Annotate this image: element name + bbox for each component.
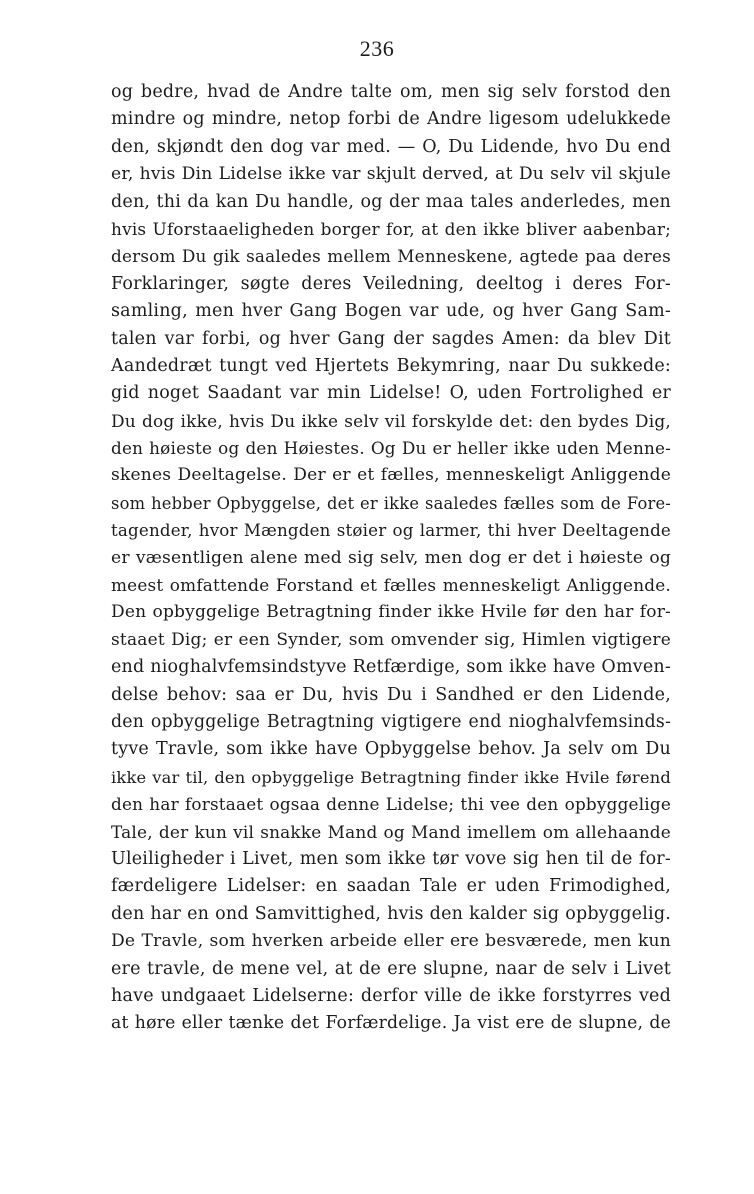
text-line: samling, men hver Gang Bogen var ude, og hver Gang Sam- (111, 301, 671, 322)
text-line: som hebber Opbyggelse, det er ikke saaledes fælles som de Fore- (111, 493, 671, 513)
text-line: gid noget Saadant var min Lidelse! O, uden Fortrolighed er (111, 383, 671, 404)
text-line: ere travle, de mene vel, at de ere slupne, naar de selv i Livet (111, 958, 671, 979)
text-line: meest omfattende Forstand et fælles menneskeligt Anliggende. (111, 575, 671, 596)
text-line: den høieste og den Høiestes. Og Du er heller ikke uden Menne- (111, 438, 671, 459)
text-line: hvis Uforstaaeligheden borger for, at den ikke bliver aabenbar; (111, 218, 671, 239)
text-line: tagender, hvor Mængden støier og larmer, thi hver Deeltagende (111, 521, 671, 541)
text-line: og bedre, hvad de Andre talte om, men sig selv forstod den (111, 82, 671, 102)
text-line: skenes Deeltagelse. Der er et fælles, menneskeligt Anliggende (111, 465, 671, 486)
text-line: De Travle, som hverken arbeide eller ere besværede, men kun (111, 931, 671, 952)
text-line: Tale, der kun vil snakke Mand og Mand imellem om allehaande (111, 821, 671, 842)
text-line: færdeligere Lidelser: en saadan Tale er uden Frimodighed, (111, 876, 671, 897)
text-line: er, hvis Din Lidelse ikke var skjult derved, at Du selv vil skjule (111, 164, 671, 185)
text-line: den, skjøndt den dog var med. — O, Du Lidende, hvo Du end (111, 136, 671, 157)
text-line: delse behov: saa er Du, hvis Du i Sandhed er den Lidende, (111, 684, 671, 705)
body-text (111, 79, 671, 1038)
text-line: Du dog ikke, hvis Du ikke selv vil forskylde det: den bydes Dig, (111, 410, 671, 431)
text-line: Uleiligheder i Livet, men som ikke tør vove sig hen til de for- (111, 848, 671, 869)
text-line: ikke var til, den opbyggelige Betragtning finder ikke Hvile førend (111, 767, 671, 787)
text-line: talen var forbi, og hver Gang der sagdes Amen: da blev Dit (111, 328, 671, 349)
text-line: have undgaaet Lidelserne: derfor ville de ikke forstyrres ved (111, 985, 671, 1006)
text-line: Aandedræt tungt ved Hjertets Bekymring, naar Du sukkede: (111, 355, 671, 376)
text-line: dersom Du gik saaledes mellem Menneskene, agtede paa deres (111, 246, 671, 267)
text-line: er væsentligen alene med sig selv, men dog er det i høieste og (111, 547, 671, 568)
text-line: den opbyggelige Betragtning vigtigere end nioghalvfemsinds- (111, 711, 671, 732)
text-line: Forklaringer, søgte deres Veiledning, deeltog i deres For- (111, 273, 671, 294)
text-line: at høre eller tænke det Forfærdelige. Ja vist ere de slupne, de (111, 1013, 671, 1034)
text-line: den har forstaaet ogsaa denne Lidelse; thi vee den opbyggelige (111, 794, 671, 815)
text-line: Den opbyggelige Betragtning finder ikke Hvile før den har for- (111, 602, 671, 623)
text-line: staaet Dig; er een Synder, som omvender sig, Himlen vigtigere (111, 629, 671, 650)
text-line: end nioghalvfemsindstyve Retfærdige, som ikke have Omven- (111, 657, 671, 678)
text-line: den, thi da kan Du handle, og der maa tales anderledes, men (111, 191, 671, 212)
text-line: den har en ond Samvittighed, hvis den kalder sig opbyggelig. (111, 903, 671, 924)
page-number: 236 (359, 36, 395, 61)
text-line: tyve Travle, som ikke have Opbyggelse behov. Ja selv om Du (111, 739, 671, 760)
text-line: mindre og mindre, netop forbi de Andre ligesom udelukkede (111, 109, 671, 130)
